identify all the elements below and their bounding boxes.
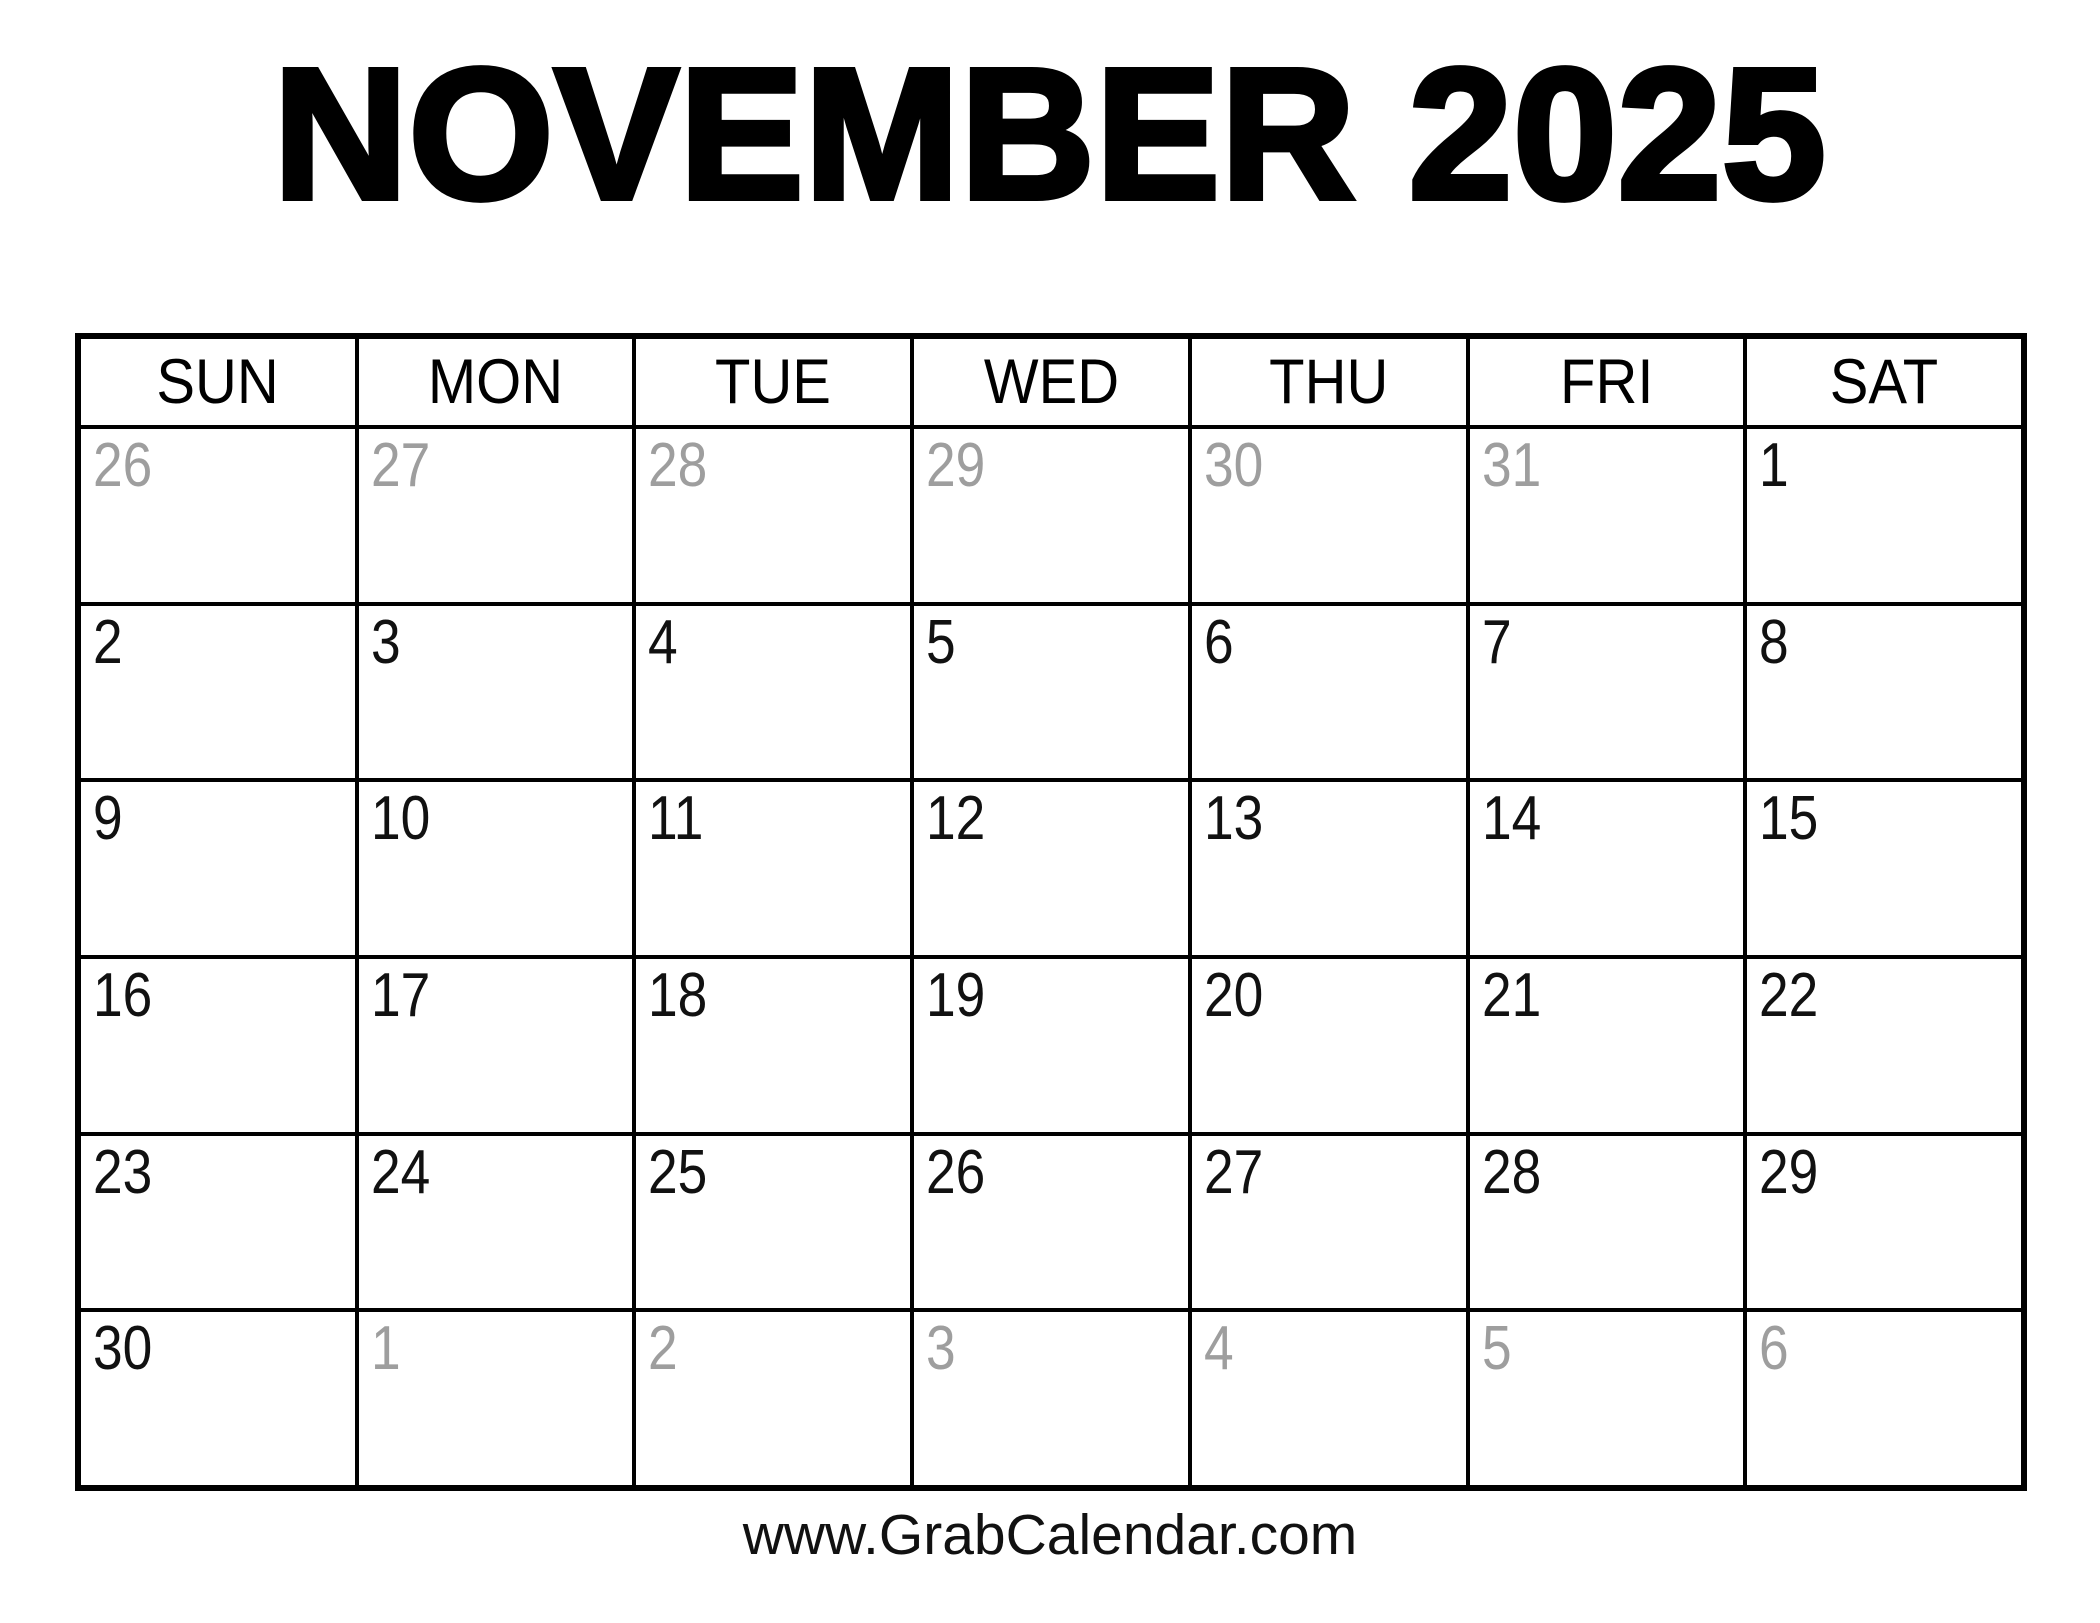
day-cell [1470, 782, 1744, 955]
weekday-header-tue [636, 339, 910, 425]
day-cell [81, 959, 355, 1132]
day-cell [359, 429, 633, 602]
day-number: 12 [926, 784, 986, 854]
day-number: 25 [648, 1137, 708, 1207]
day-cell [914, 782, 1188, 955]
day-cell [1747, 1312, 2021, 1485]
weekday-header-fri [1470, 339, 1744, 425]
day-number: 22 [1759, 961, 1819, 1030]
day-cell [81, 606, 355, 779]
day-cell [81, 1136, 355, 1309]
day-cell [914, 1312, 1188, 1485]
weekday-label: SAT [1829, 347, 1939, 417]
day-number: 29 [1759, 1137, 1819, 1207]
calendar-grid [75, 333, 2027, 1491]
day-number: 9 [93, 784, 123, 854]
day-cell [1192, 1312, 1466, 1485]
day-number: 4 [1203, 1314, 1234, 1384]
day-cell [81, 1312, 355, 1485]
day-cell [636, 782, 910, 955]
day-cell [1192, 606, 1466, 779]
day-number: 28 [648, 431, 708, 500]
day-cell [1747, 606, 2021, 779]
day-number: 26 [926, 1137, 986, 1207]
day-cell [636, 959, 910, 1132]
day-number: 24 [370, 1137, 431, 1207]
day-number: 1 [370, 1314, 401, 1384]
day-cell [1470, 429, 1744, 602]
weekday-label: MON [427, 347, 564, 417]
day-number: 16 [93, 961, 153, 1030]
day-number: 10 [370, 784, 431, 854]
day-cell [914, 1136, 1188, 1309]
day-cell [1747, 959, 2021, 1132]
day-number: 2 [648, 1314, 679, 1384]
day-number: 6 [1759, 1314, 1789, 1384]
day-number: 8 [1759, 607, 1789, 677]
day-number: 13 [1203, 784, 1264, 854]
day-cell [636, 1312, 910, 1485]
day-number: 5 [1481, 1314, 1512, 1384]
weekday-header-wed [914, 339, 1188, 425]
day-number: 14 [1481, 784, 1541, 854]
day-number: 5 [926, 607, 956, 677]
day-cell [1470, 959, 1744, 1132]
day-cell [636, 429, 910, 602]
day-number: 19 [926, 961, 986, 1030]
day-cell [1470, 1312, 1744, 1485]
day-number: 4 [648, 607, 679, 677]
day-number: 27 [1203, 1137, 1264, 1207]
day-cell [1747, 429, 2021, 602]
day-number: 23 [93, 1137, 153, 1207]
day-number: 3 [926, 1314, 956, 1384]
day-cell [636, 606, 910, 779]
day-number: 29 [926, 431, 986, 500]
weekday-label: TUE [715, 347, 832, 417]
day-cell [1192, 1136, 1466, 1309]
day-number: 31 [1481, 431, 1541, 500]
day-number: 18 [648, 961, 708, 1030]
day-cell [81, 429, 355, 602]
day-number: 3 [370, 607, 401, 677]
day-cell [914, 959, 1188, 1132]
day-number: 28 [1481, 1137, 1541, 1207]
day-cell [359, 782, 633, 955]
day-cell [359, 606, 633, 779]
weekday-label: WED [983, 347, 1119, 417]
footer-url: www.GrabCalendar.com [742, 1503, 1358, 1567]
day-number: 7 [1481, 607, 1512, 677]
day-cell [1192, 429, 1466, 602]
calendar-title: NOVEMBER 2025 [273, 31, 1827, 238]
day-number: 30 [93, 1314, 153, 1384]
day-cell [1470, 606, 1744, 779]
day-number: 27 [370, 431, 431, 500]
day-cell [914, 429, 1188, 602]
weekday-header-sun [81, 339, 355, 425]
day-cell [1747, 782, 2021, 955]
day-number: 11 [648, 784, 704, 854]
weekday-header-thu [1192, 339, 1466, 425]
day-cell [1747, 1136, 2021, 1309]
weekday-label: SUN [156, 347, 280, 417]
day-cell [636, 1136, 910, 1309]
day-cell [359, 959, 633, 1132]
day-cell [914, 606, 1188, 779]
day-number: 15 [1759, 784, 1819, 854]
day-number: 1 [1759, 431, 1789, 500]
day-number: 17 [370, 961, 431, 1030]
weekday-label: THU [1269, 347, 1389, 417]
day-number: 30 [1203, 431, 1264, 500]
weekday-label: FRI [1559, 347, 1654, 417]
day-cell [1470, 1136, 1744, 1309]
day-cell [1192, 959, 1466, 1132]
day-number: 21 [1481, 961, 1541, 1030]
day-cell [1192, 782, 1466, 955]
day-number: 26 [93, 431, 153, 500]
day-number: 6 [1203, 607, 1234, 677]
weekday-header-sat [1747, 339, 2021, 425]
day-cell [359, 1312, 633, 1485]
day-cell [81, 782, 355, 955]
weekday-header-mon [359, 339, 633, 425]
day-number: 2 [93, 607, 123, 677]
day-cell [359, 1136, 633, 1309]
day-number: 20 [1203, 961, 1264, 1030]
